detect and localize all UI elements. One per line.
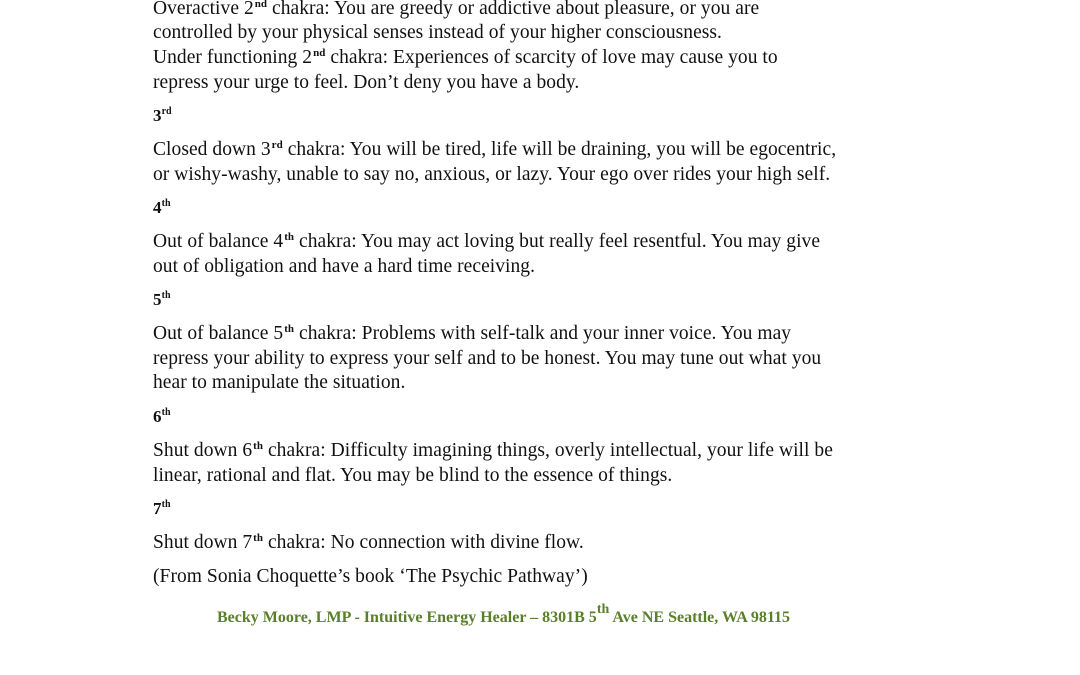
superscript: th <box>253 440 264 452</box>
section-heading-4th <box>153 196 171 223</box>
citation-line: (From Sonia Choquette’s book ‘The Psychic Pathway’) <box>153 566 588 587</box>
text-line-closed-down-3rd <box>153 138 836 164</box>
section-heading-3rd <box>153 104 172 131</box>
superscript: th <box>161 198 171 209</box>
text-line-shut-down-6th <box>153 439 833 465</box>
text-line: controlled by your physical senses instead of your higher consciousness. <box>153 22 722 43</box>
text-fragment: chakra: You are greedy or addictive about pleasure, or you are <box>267 0 760 19</box>
heading-number: 4 <box>153 198 162 217</box>
text-line: hear to manipulate the situation. <box>153 372 406 393</box>
text-fragment: chakra: Problems with self-talk and your inner voice. You may <box>294 323 792 344</box>
footer-superscript: th <box>596 602 610 617</box>
text-fragment: Under functioning 2 <box>153 47 313 68</box>
text-fragment: chakra: Experiences of scarcity of love may cause you to <box>325 47 778 68</box>
text-fragment: Overactive 2 <box>153 0 254 19</box>
text-line: repress your ability to express your self and to be honest. You may tune out what you <box>153 348 822 369</box>
text-line-under-functioning-2nd <box>153 46 778 72</box>
text-fragment: Shut down 7 <box>153 532 253 553</box>
superscript: nd <box>313 47 326 59</box>
section-heading-7th <box>153 497 171 524</box>
superscript: th <box>284 323 295 335</box>
superscript: th <box>161 407 171 418</box>
text-fragment: chakra: You will be tired, life will be draining, you will be egocentric, <box>282 139 837 160</box>
heading-number: 5 <box>153 290 162 309</box>
superscript: rd <box>271 139 283 151</box>
text-fragment: chakra: Difficulty imagining things, overly intellectual, your life will be <box>263 440 833 461</box>
text-fragment: Shut down 6 <box>153 440 253 461</box>
heading-number: 7 <box>153 499 162 518</box>
heading-number: 6 <box>153 407 162 426</box>
superscript: th <box>253 532 264 544</box>
superscript: th <box>161 290 171 301</box>
text-line: or wishy-washy, unable to say no, anxious, or lazy. Your ego over rides your high self. <box>153 164 831 185</box>
heading-number: 3 <box>153 106 162 125</box>
text-line-overactive-2nd <box>153 0 759 23</box>
superscript: th <box>161 499 171 510</box>
text-fragment: Out of balance 4 <box>153 231 284 252</box>
text-line: out of obligation and have a hard time receiving. <box>153 256 536 277</box>
text-fragment: chakra: You may act loving but really feel resentful. You may give <box>294 231 821 252</box>
superscript: nd <box>254 0 268 10</box>
text-line-out-of-balance-5th <box>153 322 791 348</box>
page-footer <box>217 602 791 627</box>
text-fragment: Out of balance 5 <box>153 323 284 344</box>
text-line-shut-down-7th <box>153 531 584 557</box>
text-fragment: chakra: No connection with divine flow. <box>263 532 584 553</box>
footer-text: Becky Moore, LMP - Intuitive Energy Healer – 8301B 5 <box>217 609 597 626</box>
footer-text: Ave NE Seattle, WA 98115 <box>609 609 791 626</box>
text-fragment: Closed down 3 <box>153 139 271 160</box>
superscript: th <box>284 231 295 243</box>
text-line-out-of-balance-4th <box>153 230 820 256</box>
section-heading-6th <box>153 405 171 432</box>
text-line: linear, rational and flat. You may be blind to the essence of things. <box>153 465 673 486</box>
superscript: rd <box>161 106 172 117</box>
text-line: repress your urge to feel. Don’t deny you have a body. <box>153 72 580 93</box>
section-heading-5th <box>153 288 171 315</box>
